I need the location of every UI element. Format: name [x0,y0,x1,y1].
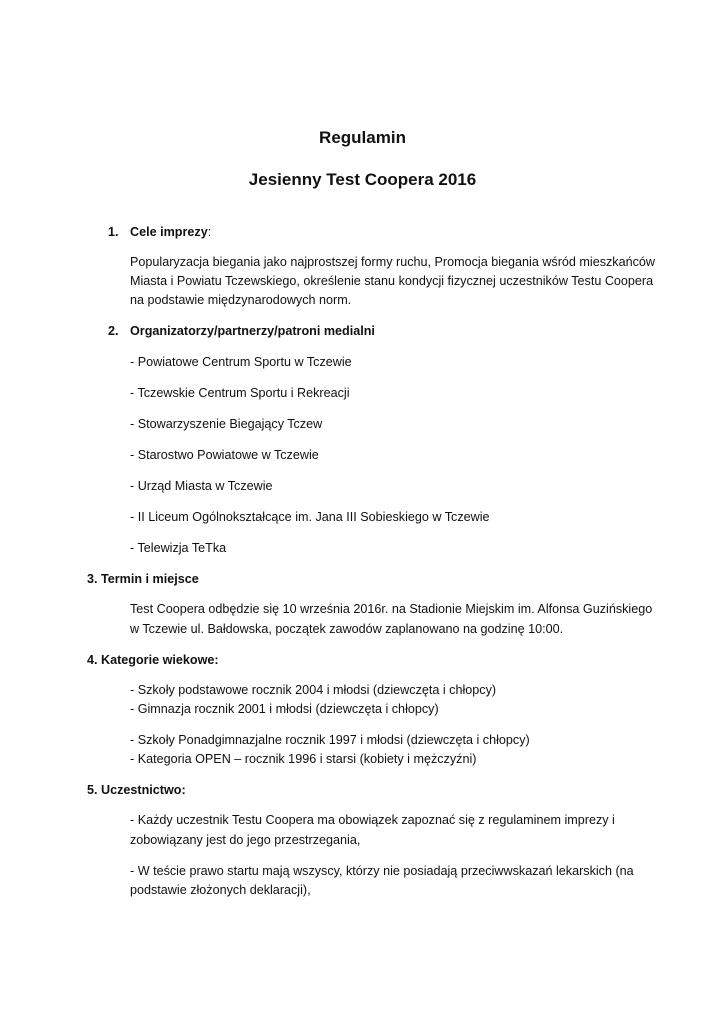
section-1-line-3: na podstawie międzynarodowych norm. [130,293,352,307]
section-2-heading: Organizatorzy/partnerzy/patroni medialni [130,324,375,338]
section-4-item: - Kategoria OPEN – rocznik 1996 i starsi (kobiety i mężczyźni) [130,752,477,766]
section-2-item: - Powiatowe Centrum Sportu w Tczewie [130,355,352,369]
section-4-item: - Gimnazja rocznik 2001 i młodsi (dziewczęta i chłopcy) [130,702,439,716]
document-title: Regulamin [319,128,406,147]
section-1-line-2: Miasta i Powiatu Tczewskiego, określenie stanu kondycji fizycznej uczestników Testu Coopera [130,274,654,288]
section-2-item: - Tczewskie Centrum Sportu i Rekreacji [130,386,350,400]
section-3-line-1: Test Coopera odbędzie się 10 września 2016r. na Stadionie Miejskim im. Alfonsa Guzińskiego [130,602,653,616]
section-2-item: - Telewizja TeTka [130,541,227,555]
section-4-item: - Szkoły Ponadgimnazjalne rocznik 1997 i młodsi (dziewczęta i chłopcy) [130,733,530,747]
section-1-line-1: Popularyzacja biegania jako najprostszej formy ruchu, Promocja biegania wśród mieszkańców [130,255,655,269]
section-3-heading: 3. Termin i miejsce [87,572,199,586]
section-1-heading-colon: : [207,225,212,239]
section-5-line-2: zobowiązany jest do jego przestrzegania, [130,833,361,847]
section-2-item: - Starostwo Powiatowe w Tczewie [130,448,319,462]
section-1-heading-text: Cele imprezy [130,225,208,239]
section-2-item: - Stowarzyszenie Biegający Tczew [130,417,323,431]
section-2-number: 2. [108,324,119,338]
section-5-heading: 5. Uczestnictwo: [87,783,186,797]
section-2-item: - Urząd Miasta w Tczewie [130,479,273,493]
section-1-heading [130,222,211,242]
section-5-line-3: - W teście prawo startu mają wszyscy, którzy nie posiadają przeciwwskazań lekarskich (na [130,864,634,878]
section-2-item: - II Liceum Ogólnokształcące im. Jana III Sobieskiego w Tczewie [130,510,490,524]
section-1-number: 1. [108,225,119,239]
section-5-line-4: podstawie złożonych deklaracji), [130,883,311,897]
section-4-heading: 4. Kategorie wiekowe: [87,653,219,667]
section-5-line-1: - Każdy uczestnik Testu Coopera ma obowiązek zapoznać się z regulaminem imprezy i [130,813,615,827]
section-4-item: - Szkoły podstawowe rocznik 2004 i młodsi (dziewczęta i chłopcy) [130,683,497,697]
section-3-line-2: w Tczewie ul. Bałdowska, początek zawodów zaplanowano na godzinę 10:00. [130,622,564,636]
document-subtitle: Jesienny Test Coopera 2016 [248,170,477,189]
